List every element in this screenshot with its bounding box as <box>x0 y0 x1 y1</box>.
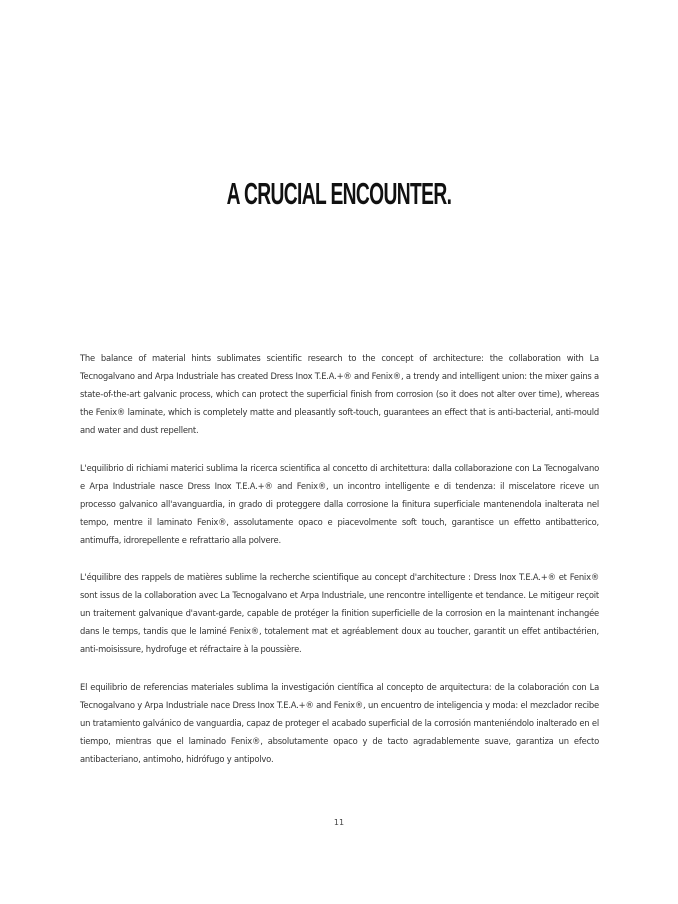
page-title: A CRUCIAL ENCOUNTER. <box>226 175 452 211</box>
paragraph-spanish: El equilibrio de referencias materiales sublima la investigación científica al concepto de arquitectura: de la colaboración con La Tecnogalvano y Arpa Industriale nace Dress Inox T.E.A.+® and Fenix®, un encuentro de inteligencia y moda: el mezclador recibe un tratamiento galvánico de vanguardia, capaz de proteger el acabado superficial de la corrosión manteniéndolo inalterado en el tiempo, mientras que el laminado Fenix®, absolutamente opaco y de tacto agradablemente suave, garantiza un efecto antibacteriano, antimoho, hidrófugo y antipolvo. <box>80 682 599 764</box>
page-number: 11 <box>333 818 345 827</box>
paragraph-french: L'équilibre des rappels de matières sublime la recherche scientifique au concept d'architecture : Dress Inox T.E.A.+® et Fenix® sont issus de la collaboration avec La Tecnogalvano et Arpa Industriale, une rencontre intelligente et tendance. Le mitigeur reçoit un traitement galvanique d'avant-garde, capable de protéger la finition superficielle de la corrosion en la maintenant inchangée dans le temps, tandis que le laminé Fenix®, totalement mat et agréablement doux au toucher, garantit un effet antibactérien, anti-moisissure, hydrofuge et réfractaire à la poussière. <box>80 572 599 654</box>
paragraph-italian: L'equilibrio di richiami materici sublima la ricerca scientifica al concetto di architettura: dalla collaborazione con La Tecnogalvano e Arpa Industriale nasce Dress Inox T.E.A.+® and Fenix®, un incontro intelligente e di tendenza: il miscelatore riceve un processo galvanico all'avanguardia, in grado di proteggere dalla corrosione la finitura superficiale mantenendola inalterata nel tempo, mentre il laminato Fenix®, assolutamente opaco e piacevolmente soft touch, garantisce un effetto antibatterico, antimuffa, idrorepellente e refrattario alla polvere. <box>80 463 599 545</box>
paragraph-english: The balance of material hints sublimates scientific research to the concept of architecture: the collaboration with La Tecnogalvano and Arpa Industriale has created Dress Inox T.E.A.+® and Fenix®, a trendy and intelligent union: the mixer gains a state-of-the-art galvanic process, which can protect the superficial finish from corrosion (so it does not alter over time), whereas the Fenix® laminate, which is completely matte and pleasantly soft-touch, guarantees an effect that is anti-bacterial, anti-mould and water and dust repellent. <box>80 353 599 435</box>
